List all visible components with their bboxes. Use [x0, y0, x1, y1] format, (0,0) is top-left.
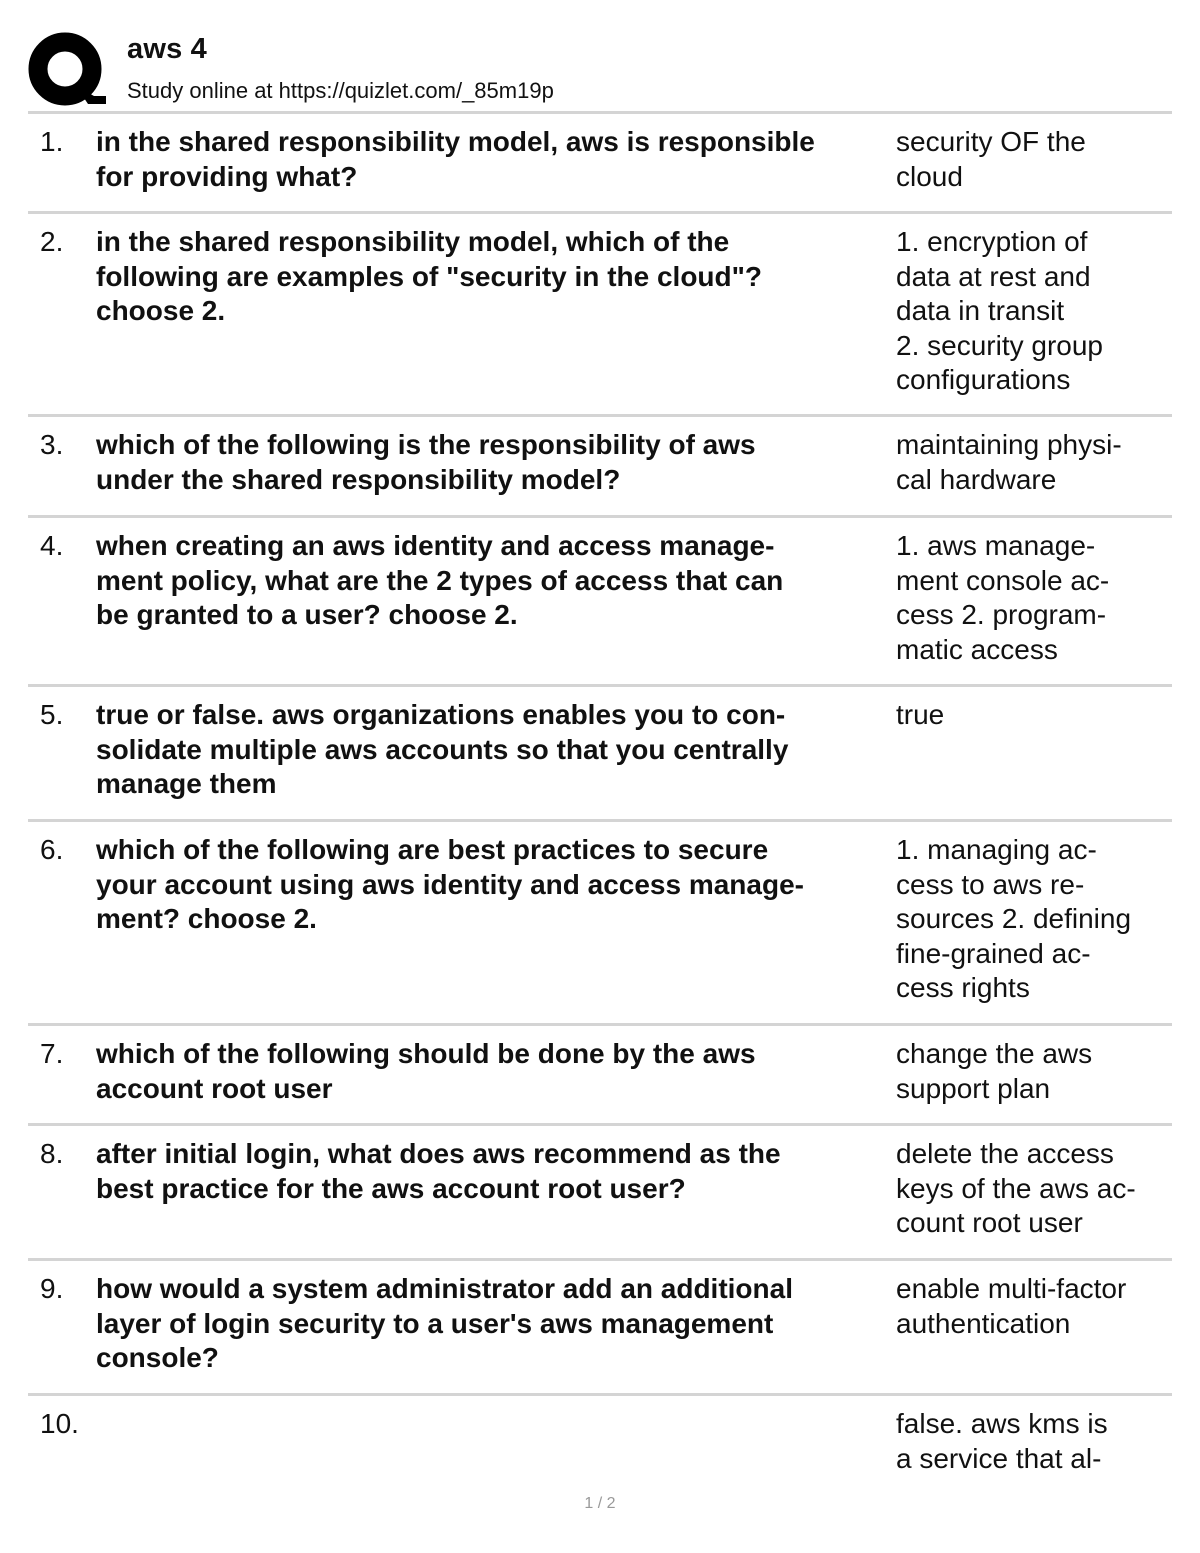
card-number: 5.	[40, 699, 64, 730]
divider	[28, 515, 1172, 518]
card-number: 8.	[40, 1138, 64, 1169]
card-answer: enable multi-factor authentication	[896, 1273, 1127, 1339]
card-answer: true	[896, 699, 945, 730]
card-number: 3.	[40, 429, 64, 460]
divider	[28, 1258, 1172, 1261]
card-number: 9.	[40, 1273, 64, 1304]
card-number: 6.	[40, 834, 64, 865]
card-number: 1.	[40, 126, 64, 157]
card-answer: maintaining physi- cal hardware	[896, 429, 1122, 495]
card-question: which of the following are best practices to secure your account using aws identity and access manage- ment? choose 2.	[96, 834, 804, 935]
card-number: 2.	[40, 226, 64, 257]
divider	[28, 211, 1172, 214]
card-answer: security OF the cloud	[896, 126, 1086, 192]
card-answer: change the aws support plan	[896, 1038, 1093, 1104]
divider	[28, 414, 1172, 417]
card-question: in the shared responsibility model, aws is responsible for providing what?	[96, 126, 815, 192]
card-number: 7.	[40, 1038, 64, 1069]
divider	[28, 819, 1172, 822]
card-question: which of the following is the responsibility of aws under the shared responsibility model?	[96, 429, 756, 495]
card-question: which of the following should be done by the aws account root user	[96, 1038, 756, 1104]
card-question: after initial login, what does aws recommend as the best practice for the aws account root user?	[96, 1138, 781, 1204]
study-online-link[interactable]: Study online at https://quizlet.com/_85m19p	[127, 78, 554, 103]
card-answer: 1. managing ac- cess to aws re- sources 2. defining fine-grained ac- cess rights	[896, 834, 1132, 1004]
divider	[28, 1393, 1172, 1396]
divider	[28, 1023, 1172, 1026]
card-answer: 1. aws manage- ment console ac- cess 2. program- matic access	[896, 530, 1110, 665]
card-number: 10.	[40, 1408, 79, 1439]
set-title: aws 4	[127, 33, 207, 65]
card-answer: delete the access keys of the aws ac- count root user	[896, 1138, 1136, 1239]
divider	[28, 684, 1172, 687]
divider	[28, 111, 1172, 114]
card-question: when creating an aws identity and access manage- ment policy, what are the 2 types of access that can be granted to a user? choose 2.	[96, 530, 784, 631]
page-number: 1 / 2	[584, 1495, 616, 1512]
card-number: 4.	[40, 530, 64, 561]
card-question: in the shared responsibility model, which of the following are examples of "security in the cloud"? choose 2.	[96, 226, 763, 327]
card-question: true or false. aws organizations enables you to con- solidate multiple aws accounts so that you centrally manage them	[96, 699, 789, 800]
card-answer: 1. encryption of data at rest and data in transit 2. security group configurations	[896, 226, 1103, 396]
card-answer: false. aws kms is a service that al-	[896, 1408, 1108, 1474]
divider	[28, 1123, 1172, 1126]
card-question: how would a system administrator add an additional layer of login security to a user's aws management console?	[96, 1273, 793, 1374]
quizlet-logo-icon	[28, 32, 106, 106]
